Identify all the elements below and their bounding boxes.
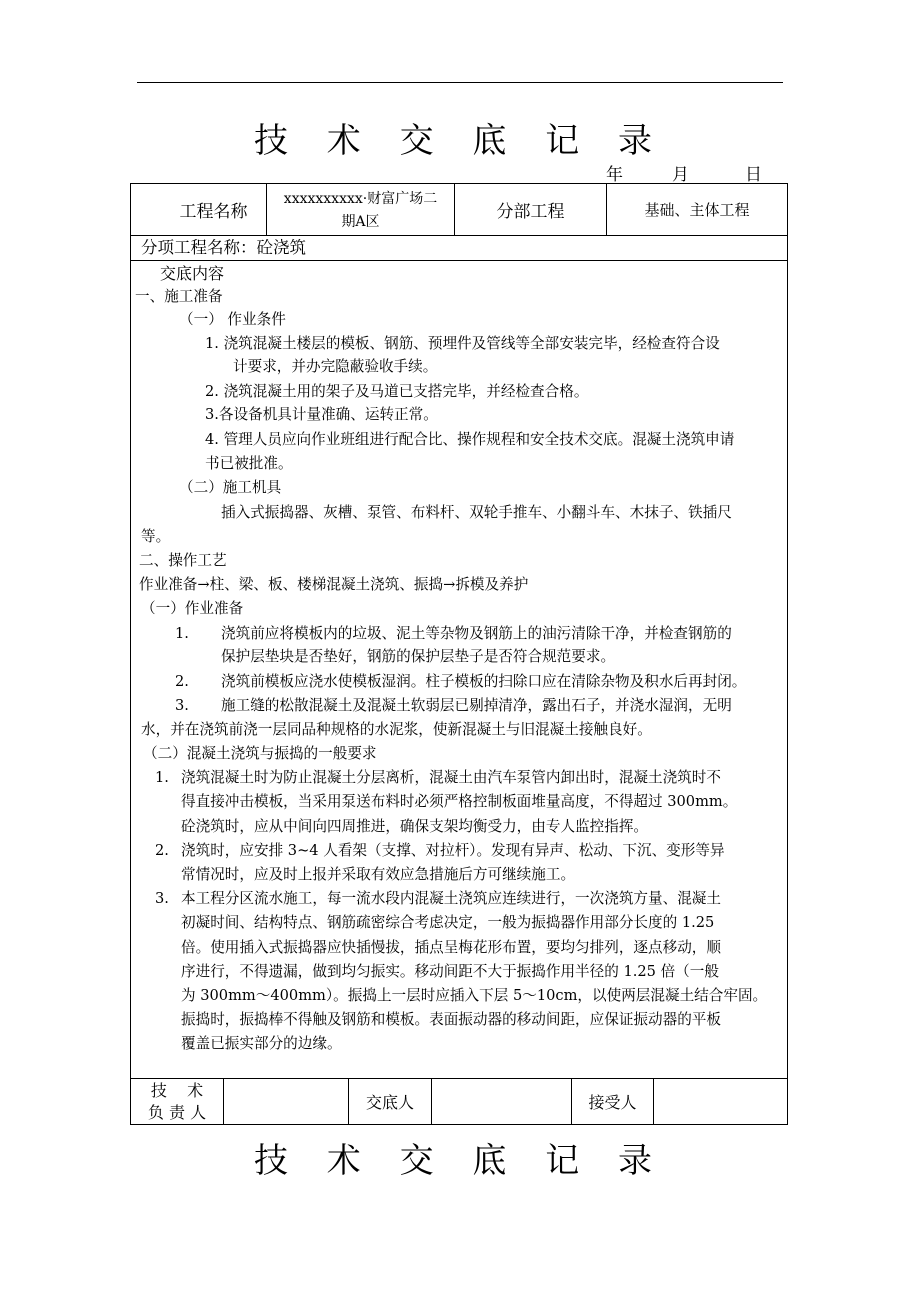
content-line: 1. [175,625,189,642]
content-line: 1. 浇筑混凝土楼层的模板、钢筋、预埋件及管线等全部安装完毕，经检查符合设 [205,335,720,352]
tech-lead-line2: 负 责 人 [147,1102,207,1122]
content-line: 2. 浇筑混凝土用的架子及马道已支搭完毕，并经检查合格。 [205,383,589,400]
content-line: 本工程分区流水施工，每一流水段内混凝土浇筑应连续进行，一次浇筑方量、混凝土 [181,890,721,907]
content-line: 计要求，并办完隐蔽验收手续。 [233,358,438,375]
content-line: 1. [155,769,169,786]
content-line: 倍。使用插入式振捣器应快插慢拔，插点呈梅花形布置，要均匀排列，逐点移动，顺 [181,939,721,956]
content-line: 二、操作工艺 [139,552,227,569]
project-name-line1: xxxxxxxxxx·财富广场二 [283,190,438,207]
content-line: 2. [155,842,169,859]
project-name-value [267,186,454,235]
content-line: 等。 [141,528,171,545]
tech-lead-signature-field[interactable] [224,1079,348,1124]
content-line: 为 300mm～400mm）。振捣上一层时应插入下层 5～10cm，以使两层混凝土结合牢固。 [181,987,768,1004]
content-line: 序进行，不得遗漏，做到均匀振实。移动间距不大于振捣作用半径的 1.25 倍（一般 [181,963,719,980]
date-year-label: 年 [606,165,623,185]
page-title-repeat: 技 术 交 底 记 录 [253,1141,667,1181]
content-line: 常情况时，应及时上报并采取有效应急措施后方可继续施工。 [181,866,576,883]
content-line: 3. [175,697,189,714]
record-table [130,183,788,1125]
tech-lead-line1: 技 术 [150,1080,204,1100]
content-line: 振捣时，振捣棒不得触及钢筋和模板。表面振动器的移动间距，应保证振动器的平板 [181,1011,721,1028]
date-day-label: 日 [745,165,762,185]
content-line: 3.各设备机具计量准确、运转正常。 [205,406,438,423]
page-title: 技 术 交 底 记 录 [253,121,667,161]
content-line: 得直接冲击模板，当采用泵送布料时必须严格控制板面堆量高度，不得超过 300mm。 [181,793,738,810]
content-line: （一）作业准备 [141,600,244,617]
content-line: 保护层垫块是否垫好，钢筋的保护层垫子是否符合规范要求。 [221,648,616,665]
project-name-line2: 期A区 [341,213,380,230]
content-line: （二）施工机具 [179,479,282,496]
content-line: 书已被批准。 [205,455,293,472]
content-line: 浇筑时，应安排 3~4 人看架（支撑、对拉杆）。发现有异声、松动、下沉、变形等异 [181,842,725,859]
content-line: （一） 作业条件 [179,311,286,328]
content-line: 施工缝的松散混凝土及混凝土软弱层已剔掉清净，露出石子，并浇水湿润，无明 [221,697,732,714]
receiver-label: 接受人 [588,1093,637,1112]
content-line: 浇筑前应将模板内的垃圾、泥土等杂物及钢筋上的油污清除干净，并检查钢筋的 [221,625,732,642]
content-line: 浇筑前模板应浇水使模板湿润。柱子模板的扫除口应在清除杂物及积水后再封闭。 [221,673,747,690]
content-line: 初凝时间、结构特点、钢筋疏密综合考虑决定，一般为振捣器作用部分长度的 1.25 [181,914,715,931]
content-line: （二）混凝土浇筑与振捣的一般要求 [143,745,377,762]
presenter-label: 交底人 [365,1093,414,1112]
content-line: 浇筑混凝土时为防止混凝土分层离析，混凝土由汽车泵管内卸出时，混凝土浇筑时不 [181,769,721,786]
top-rule [137,82,783,83]
content-line: 2. [175,673,189,690]
tech-lead-label [131,1079,223,1124]
content-line: 4. 管理人员应向作业班组进行配合比、操作规程和安全技术交底。混凝土浇筑申请 [205,431,735,448]
project-name-label: 工程名称 [179,202,248,222]
subitem-name: 分项工程名称：砼浇筑 [141,238,306,257]
content-line: 插入式振捣器、灰槽、泵管、布料杆、双轮手推车、小翻斗车、木抹子、铁插尺 [221,504,732,521]
date-month-label: 月 [672,165,689,185]
content-heading: 交底内容 [160,264,225,283]
content-line: 覆盖已振实部分的边缘。 [181,1035,342,1052]
content-line: 砼浇筑时，应从中间向四周推进，确保支架均衡受力，由专人监控指挥。 [181,818,649,835]
division-value: 基础、主体工程 [644,201,750,219]
content-line: 作业准备→柱、梁、板、楼梯混凝土浇筑、振捣→拆模及养护 [139,576,529,593]
content-line: 3. [155,890,169,907]
receiver-signature-field[interactable] [654,1079,787,1124]
division-label: 分部工程 [496,202,565,222]
content-line: 一、施工准备 [135,288,223,305]
content-line: 水，并在浇筑前浇一层同品种规格的水泥浆，使新混凝土与旧混凝土接触良好。 [141,721,652,738]
presenter-signature-field[interactable] [432,1079,571,1124]
